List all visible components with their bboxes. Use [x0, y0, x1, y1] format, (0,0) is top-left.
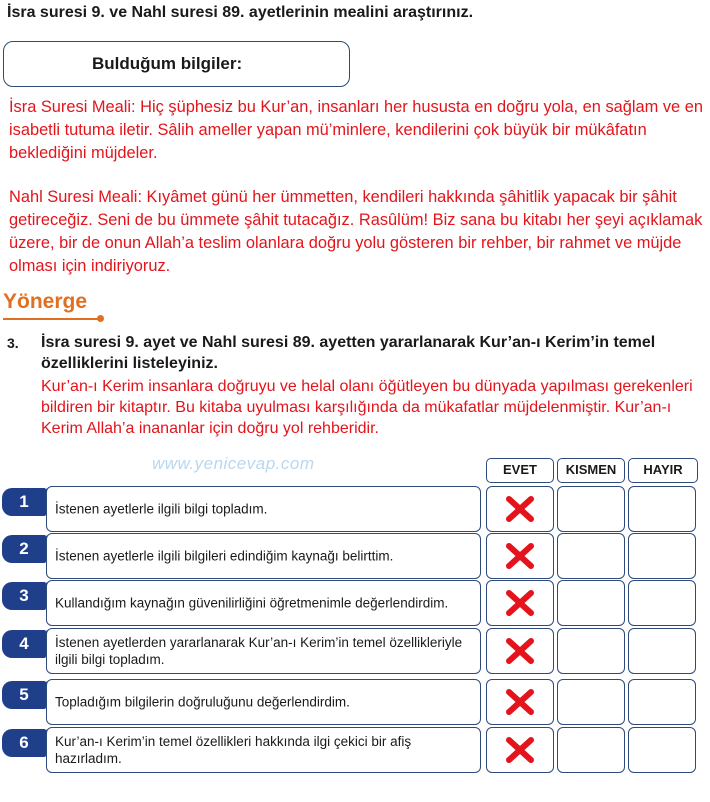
checklist-row	[0, 486, 710, 532]
checklist-row	[0, 533, 710, 579]
answer-cell-evet[interactable]	[486, 628, 554, 674]
row-label-text: Kur’an-ı Kerim’in temel özellikleri hakkında ilgi çekici bir afiş hazırladım.	[55, 734, 412, 766]
isra-meal-text: İsra Suresi Meali: Hiç şüphesiz bu Kur’an, insanları her hususta en doğru yola, en sağlam ve en isabetli tutuma iletir. Sâlih ameller yapan mü’minlere, kendilerini çok büyük bir mükâfatın beklediğini müjdeler.	[9, 98, 703, 162]
row-label-box	[46, 628, 481, 674]
answer-cell-hayir[interactable]	[628, 628, 696, 674]
watermark: www.yenicevap.com	[152, 454, 315, 473]
found-info-label: Bulduğum bilgiler:	[92, 54, 243, 73]
cross-mark-icon	[504, 588, 536, 618]
answer-cell-evet[interactable]	[486, 580, 554, 626]
checklist-row	[0, 679, 710, 725]
column-header-hayir: HAYIR	[628, 458, 698, 483]
answer-cell-kismen[interactable]	[557, 679, 625, 725]
row-label-text: Kullandığım kaynağın güvenilirliğini öğretmenimle değerlendirdim.	[55, 595, 449, 611]
row-label-box	[46, 486, 481, 532]
column-header-kismen: KISMEN	[557, 458, 625, 483]
answer-cell-hayir[interactable]	[628, 486, 696, 532]
section-underline-dot	[97, 315, 104, 322]
row-number-badge: 4	[2, 630, 46, 658]
activity-heading: İsra suresi 9. ve Nahl suresi 89. ayetlerinin mealini araştırınız.	[7, 4, 474, 21]
answer-cell-hayir[interactable]	[628, 679, 696, 725]
row-label-text: İstenen ayetlerden yararlanarak Kur’an-ı Kerim’in temel özellikleriyle ilgili bilgi topladım.	[55, 635, 463, 667]
answer-cell-kismen[interactable]	[557, 533, 625, 579]
row-number-badge: 1	[2, 488, 46, 516]
section-title: Yönerge	[3, 290, 88, 313]
row-label-text: İstenen ayetlerle ilgili bilgileri edindiğim kaynağı belirttim.	[55, 548, 394, 564]
row-label-box	[46, 727, 481, 773]
answer-cell-hayir[interactable]	[628, 580, 696, 626]
cross-mark-icon	[504, 494, 536, 524]
row-label-text: Topladığım bilgilerin doğruluğunu değerlendirdim.	[55, 694, 350, 710]
answer-cell-evet[interactable]	[486, 486, 554, 532]
cross-mark-icon	[504, 735, 536, 765]
checklist-row	[0, 628, 710, 674]
row-label-text: İstenen ayetlerle ilgili bilgi topladım.	[55, 501, 268, 517]
row-label-box	[46, 580, 481, 626]
answer-cell-evet[interactable]	[486, 679, 554, 725]
row-number-badge: 3	[2, 582, 46, 610]
answer-cell-evet[interactable]	[486, 533, 554, 579]
answer-cell-hayir[interactable]	[628, 533, 696, 579]
cross-mark-icon	[504, 541, 536, 571]
cross-mark-icon	[504, 687, 536, 717]
question-text: İsra suresi 9. ayet ve Nahl suresi 89. ayetten yararlanarak Kur’an-ı Kerim’in temel özelliklerini listeleyiniz.	[41, 334, 656, 372]
checklist-row	[0, 727, 710, 773]
row-label-box	[46, 679, 481, 725]
column-header-evet: EVET	[486, 458, 554, 483]
row-number-badge: 6	[2, 729, 46, 757]
nahl-meal-text: Nahl Suresi Meali: Kıyâmet günü her ümmetten, kendileri hakkında şâhitlik yapacak bir şâhit getireceğiz. Seni de bu ümmete şâhit tutacağız. Rasûlüm! Biz sana bu kitabı her şeyi açıklamak üzere, bir de onun Allah’a teslim olanlara doğru yolu gösteren bir rehber, bir rahmet ve müjde olması için indiriyoruz.	[9, 188, 703, 275]
row-label-box	[46, 533, 481, 579]
answer-cell-kismen[interactable]	[557, 727, 625, 773]
answer-cell-kismen[interactable]	[557, 486, 625, 532]
section-underline	[3, 318, 99, 320]
answer-cell-kismen[interactable]	[557, 628, 625, 674]
answer-cell-hayir[interactable]	[628, 727, 696, 773]
question-number: 3.	[7, 335, 19, 351]
checklist-row	[0, 580, 710, 626]
cross-mark-icon	[504, 636, 536, 666]
question-answer: Kur’an-ı Kerim insanlara doğruyu ve helal olanı öğütleyen bu dünyada yapılması gerekenleri bildiren bir kitaptır. Bu kitaba uyulması karşılığında da mükafatlar müjdelenmiştir. Kur’an-ı Kerim Allah’a inananlar için doğru yol rehberidir.	[41, 378, 693, 437]
row-number-badge: 5	[2, 681, 46, 709]
row-number-badge: 2	[2, 535, 46, 563]
found-info-box	[3, 41, 350, 87]
answer-cell-kismen[interactable]	[557, 580, 625, 626]
answer-cell-evet[interactable]	[486, 727, 554, 773]
